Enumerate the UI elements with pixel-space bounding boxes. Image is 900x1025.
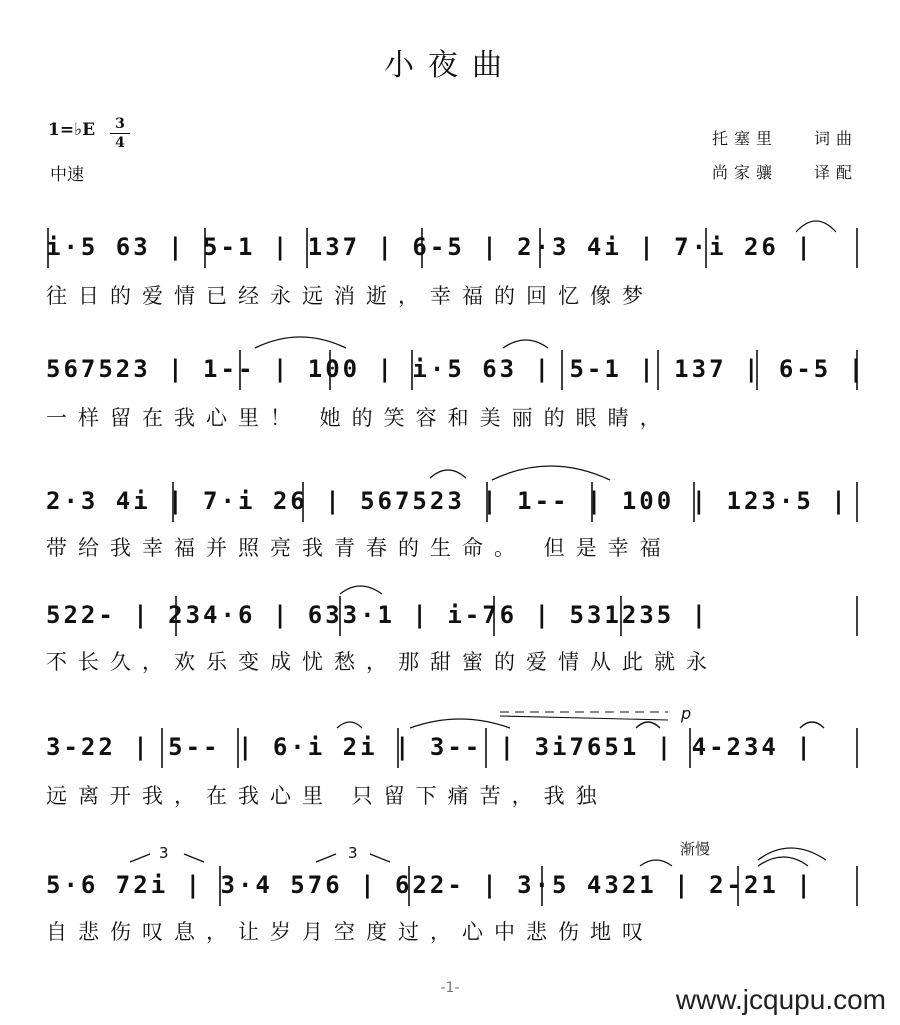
triplet-marking: 3 — [348, 844, 358, 862]
page-number: -1- — [440, 980, 460, 996]
composer-role: 词曲 — [814, 129, 859, 148]
rit-marking: 渐慢 — [680, 840, 711, 858]
lyrics-row: 往日的爱情已经永远消逝，幸福的回忆像梦 — [46, 284, 654, 308]
notation-row: 522- | 234·6 | 633·1 | i-76 | 531235 | — [46, 601, 710, 629]
time-signature-bottom: 4 — [115, 135, 125, 151]
composer-name: 托塞里 — [712, 129, 779, 148]
notation-row: i·5 63 | 5-1 | 137 | 6-5 | 2·3 4i | 7·i 26 | — [46, 233, 814, 261]
lyrics-row: 带给我幸福并照亮我青春的生命。 但是幸福 — [46, 536, 672, 560]
dynamic-piano: p — [681, 704, 692, 723]
lyrics-row: 远离开我，在我心里 只留下痛苦，我独 — [46, 784, 608, 808]
key-signature: 1=♭E — [48, 120, 96, 140]
time-signature-top: 3 — [115, 116, 125, 132]
notation-row: 5·6 72i | 3·4 576 | 622- | 3·5 4321 | 2-21 | — [46, 871, 814, 899]
notation-row: 567523 | 1-- | 100 | i·5 63 | 5-1 | 137 | 6-5 | — [46, 355, 867, 383]
hairpin — [500, 716, 668, 720]
notation-row: 3-22 | 5-- | 6·i 2i | 3-- | 3i7651 | 4-234 | — [46, 733, 814, 761]
watermark-url: www.jcqupu.com — [675, 984, 886, 1015]
translator-name: 尚家骧 — [712, 163, 779, 182]
lyrics-row: 不长久，欢乐变成忧愁，那甜蜜的爱情从此就永 — [46, 650, 718, 674]
page-title: 小夜曲 — [384, 48, 516, 83]
triplet-marking: 3 — [159, 844, 169, 862]
lyrics-row: 一样留在我心里！ 她的笑容和美丽的眼睛， — [46, 406, 672, 430]
tempo-marking: 中速 — [50, 165, 84, 185]
lyrics-row: 自悲伤叹息，让岁月空度过，心中悲伤地叹 — [46, 920, 654, 944]
translator-role: 译配 — [814, 163, 859, 182]
notation-row: 2·3 4i | 7·i 26 | 567523 | 1-- | 100 | 123·5 | — [46, 487, 849, 515]
